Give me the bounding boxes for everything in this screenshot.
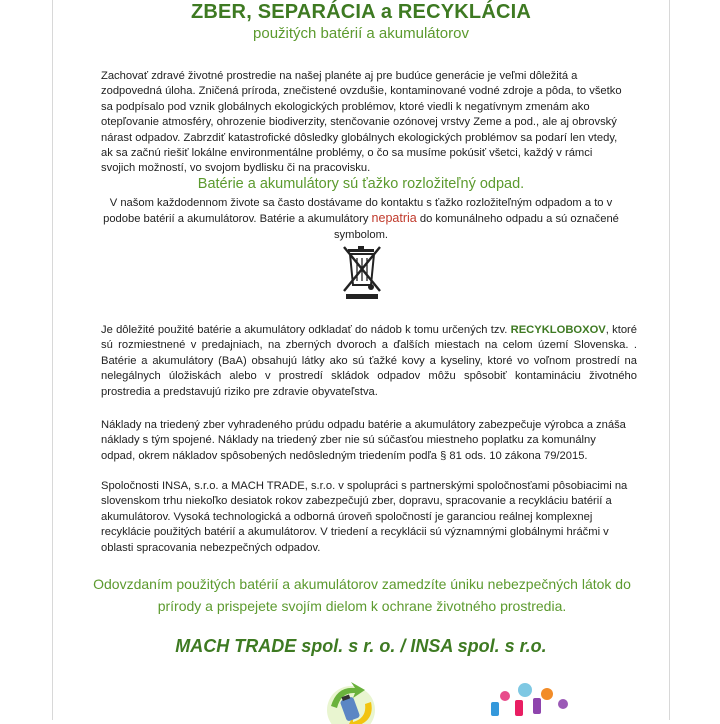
document-page [52, 0, 670, 720]
symbol-paragraph [93, 196, 629, 243]
symbol-paragraph-start: V našom každodennom živote sa často dostávame do kontaktu s ťažko rozložiteľným odpadom a to v podobe batérií a akumulátorov. Batérie a akumulátory [103, 197, 613, 226]
company-names: MACH TRADE spol. s r. o. / INSA spol. s r.o. [175, 636, 547, 656]
recyclobox-paragraph-start: Je dôležité použité batérie a akumulátory odkladať do nádob k tomu určených tzv. [101, 324, 511, 336]
section-heading: Batérie a akumulátory sú ťažko rozložiteľný odpad. [197, 176, 525, 192]
recyclobox-paragraph-end: , ktoré sú rozmiestnené v predajniach, na zberných dvoroch a ďalších miestach na celom území Slovenska. . Batérie a akumulátory (BaA) obsahujú látky ako sú ťažké kovy a kyseliny, ktoré vo voľnom prostredí na nelegálnych úložiskách alebo v prostredí skládok odpadov môžu spôsobiť kontamináciu životného prostredia a predstavujú riziko pre zdravie obyvateľstva. [101, 324, 637, 398]
costs-paragraph: Náklady na triedený zber vyhradeného prúdu odpadu batérie a akumulátory zabezpečuje výrobca a znáša náklady s tým spojené. Náklady na triedený zber nie sú súčasťou miestneho poplatku za komunálny odpad, okrem nákladov spôsobených nedôsledným triedením podľa § 81 ods. 10 zákona 79/2015. [101, 419, 626, 462]
closing-statement: Odovzdaním použitých batérií a akumulátorov zamedzíte úniku nebezpečných látok do prírody a prispejete svojím dielom k ochrane životného prostredia. [93, 576, 631, 614]
page-title: ZBER, SEPARÁCIA a RECYKLÁCIA [190, 1, 532, 23]
recyclobox-highlight: RECYKLOBOXOV [510, 324, 606, 336]
recyclobox-paragraph [101, 323, 637, 400]
page-subtitle: použitých batérií a akumulátorov [253, 25, 469, 42]
recycling-battery-logo [315, 676, 387, 724]
intro-paragraph: Zachovať zdravé životné prostredie na našej planéte aj pre budúce generácie je veľmi dôležitá a zodpovedná úloha. Zničená príroda, znečistené ovzdušie, kontaminované vodné zdroje a pôda, to všetko sa podpísalo pod vznik globálnych ekologických problémov, ktoré viedli k negatívnym zmenám ako otepľovanie atmosféry, ohrozenie biodiverzity, stenčovanie ozónovej vrstvy Zeme a pod., ale aj obrovský nárast odpadov. Zabrzdiť katastrofické dôsledky globálnych ekologických problémov sa podarí len vtedy, ak sa začnú riešiť lokálne environmentálne problémy, o čo sa musíme pokúsiť všetci, každý v rámci svojich možností, vo svojom bydlisku či na pracovisku. [101, 70, 622, 175]
companies-paragraph: Spoločnosti INSA, s.r.o. a MACH TRADE, s.r.o. v spolupráci s partnerskými spoločnosťami pôsobiacimi na slovenskom trhu niekoľko desiatok rokov zabezpečujú zber, dopravu, spracovanie a recykláciu batérií a akumulátorov. Vysoká technologická a odborná úroveň spoločností je garanciou reálnej komplexnej recyklácie použitých batérií a akumulátorov. V triedení a recyklácii sú významnými globálnymi hráčmi v oblasti spracovania nebezpečných odpadov. [101, 480, 628, 554]
battery-characters-logo [477, 680, 577, 720]
crossed-out-wheelie-bin-icon [340, 243, 384, 301]
nepatria-highlight: nepatria [371, 211, 417, 226]
symbol-paragraph-end: do komunálneho odpadu a sú označené symbolom. [333, 213, 619, 241]
